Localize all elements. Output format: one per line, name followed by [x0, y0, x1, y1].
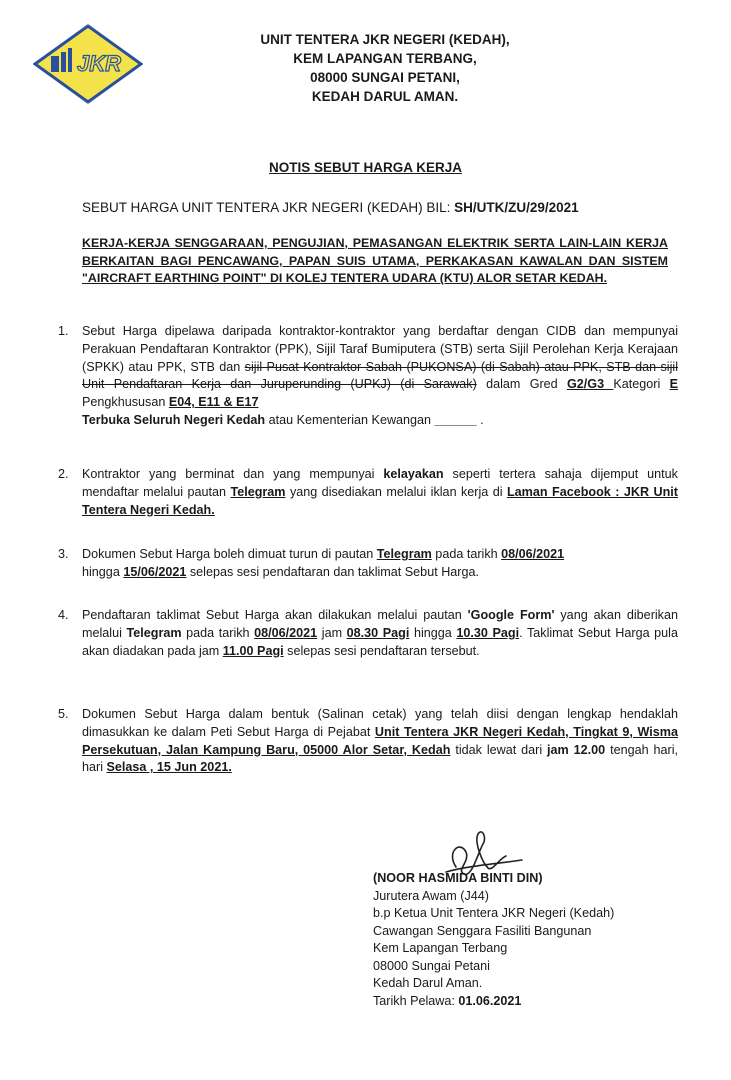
- text-run: .: [476, 412, 484, 427]
- time-value: 08.30 Pagi: [346, 625, 410, 640]
- item-number: 3.: [58, 547, 69, 561]
- text-run: hingga: [82, 564, 124, 579]
- text-run: Sebut Harga dipelawa daripada kontraktor-kontraktor yang berdaftar dengan CIDB dan mempunyai Perakuan Pendaftaran Kontraktor (PPK), Sijil Taraf Bumiputera (STB) serta Sijil Perolehan Kerja Kerajaan (SPKK) atau PPK, STB dan: [82, 324, 678, 374]
- signatory-line: Kem Lapangan Terbang: [373, 941, 508, 955]
- time-value: 10.30 Pagi: [456, 625, 520, 640]
- text-run: dalam Gred: [476, 377, 567, 392]
- pengkhususan-value: E04, E11 & E17: [168, 395, 259, 410]
- date-value: 15/06/2021: [123, 564, 187, 579]
- header-address: [170, 30, 600, 106]
- text-run: pada tarikh: [431, 547, 502, 561]
- date-value: 08/06/2021: [254, 625, 318, 640]
- struck-text: sijil Pusat Kontraktor Sabah (PUKONSA) (di Sabah) atau PPK, STB dan sijil Unit Pendaftaran Kerja dan Juruperunding (UPKJ) (di Sarawak): [82, 359, 678, 392]
- kategori-value: E: [669, 377, 678, 392]
- text-run: . Taklimat Sebut Harga pula akan diadakan pada jam: [82, 625, 678, 658]
- telegram-text: Telegram: [126, 625, 182, 640]
- text-run: yang akan diberikan melalui: [82, 608, 678, 640]
- text-run: pada tarikh: [181, 625, 255, 640]
- signatory-block: [373, 870, 614, 1010]
- telegram-link: Telegram: [376, 547, 432, 561]
- signatory-line: b.p Ketua Unit Tentera JKR Negeri (Kedah): [373, 906, 615, 920]
- date-value: 08/06/2021: [501, 547, 565, 561]
- text-run: selepas sesi pendaftaran tersebut.: [283, 643, 480, 658]
- kelayakan-text: kelayakan: [383, 467, 444, 481]
- terbuka-text: Terbuka Seluruh Negeri Kedah: [82, 412, 266, 427]
- text-run: seperti tertera sahaja dijemput untuk mendaftar melalui pautan: [82, 467, 678, 499]
- item-text: [82, 546, 678, 582]
- address-line: 08000 SUNGAI PETANI,: [310, 70, 460, 85]
- text-run: hingga: [409, 625, 457, 640]
- address-line: KEM LAPANGAN TERBANG,: [293, 51, 477, 66]
- text-run: tengah hari, hari: [82, 742, 678, 775]
- deadline-time: jam 12.00: [547, 742, 606, 757]
- reference-number: SH/UTK/ZU/29/2021: [454, 200, 579, 215]
- item-number: 2.: [58, 467, 69, 481]
- office-address: Unit Tentera JKR Negeri Kedah, Tingkat 9, Wisma Persekutuan, Jalan Kampung Baru, 05000 Alor Setar, Kedah: [82, 724, 678, 757]
- text-run: yang disediakan melalui iklan kerja di: [285, 484, 507, 499]
- logo-text: JKR: [76, 51, 122, 76]
- signatory-line: Kedah Darul Aman.: [373, 976, 483, 990]
- date-value: 01.06.2021: [458, 993, 522, 1008]
- text-run: Kategori: [613, 377, 670, 392]
- text-run: Pengkhususan: [82, 395, 169, 410]
- signatory-name: (NOOR HASMIDA BINTI DIN): [373, 871, 543, 885]
- text-run: selepas sesi pendaftaran dan taklimat Sebut Harga.: [186, 564, 479, 579]
- text-run: Dokumen Sebut Harga dalam bentuk (Salinan cetak) yang telah diisi dengan lengkap hendaklah dimasukkan ke dalam Peti Sebut Harga di Pejabat: [82, 707, 678, 739]
- item-number: 5.: [58, 707, 69, 721]
- reference-line: [82, 200, 579, 215]
- subject-heading: KERJA-KERJA SENGGARAAN, PENGUJIAN, PEMASANGAN ELEKTRIK SERTA LAIN-LAIN KERJA BERKAITAN BAGI PENCAWANG, PAPAN SUIS UTAMA, PERKAKASAN KAWALAN DAN SISTEM "AIRCRAFT EARTHING POINT" DI KOLEJ TENTERA UDARA (KTU) ALOR SETAR KEDAH.: [82, 236, 668, 285]
- time-value: 11.00 Pagi: [222, 643, 284, 658]
- telegram-link: Telegram: [230, 484, 286, 499]
- address-line: KEDAH DARUL AMAN.: [311, 89, 459, 104]
- item-number: 4.: [58, 608, 69, 622]
- item-text: [82, 706, 678, 777]
- reference-prefix: SEBUT HARGA UNIT TENTERA JKR NEGERI (KEDAH) BIL:: [82, 200, 455, 215]
- signatory-line: 08000 Sungai Petani: [373, 958, 490, 973]
- facebook-link: Laman Facebook : JKR Unit Tentera Negeri Kedah.: [82, 484, 678, 517]
- deadline-date: Selasa , 15 Jun 2021.: [106, 760, 232, 775]
- address-line: UNIT TENTERA JKR NEGERI (KEDAH),: [260, 32, 510, 47]
- notice-title: NOTIS SEBUT HARGA KERJA: [268, 160, 462, 175]
- text-run: atau Kementerian Kewangan: [265, 412, 435, 427]
- invitation-date: [373, 993, 614, 1011]
- google-form-text: 'Google Form': [467, 608, 555, 622]
- item-text: [82, 323, 678, 430]
- text-run: jam: [317, 625, 347, 640]
- gred-value: G2/G3: [566, 377, 614, 392]
- text-run: Pendaftaran taklimat Sebut Harga akan dilakukan melalui pautan: [82, 608, 468, 622]
- signatory-line: Jurutera Awam (J44): [373, 888, 489, 903]
- date-label: Tarikh Pelawa:: [373, 993, 459, 1008]
- signatory-line: Cawangan Senggara Fasiliti Bangunan: [373, 923, 592, 938]
- item-text: [82, 607, 678, 660]
- text-run: Kontraktor yang berminat dan yang mempunyai: [82, 467, 384, 481]
- text-run: Dokumen Sebut Harga boleh dimuat turun di pautan: [82, 547, 377, 561]
- text-run: tidak lewat dari: [450, 742, 548, 757]
- item-number: 1.: [58, 324, 69, 338]
- jkr-logo: [33, 24, 143, 104]
- item-text: [82, 466, 678, 519]
- blank-field: ______: [434, 412, 477, 427]
